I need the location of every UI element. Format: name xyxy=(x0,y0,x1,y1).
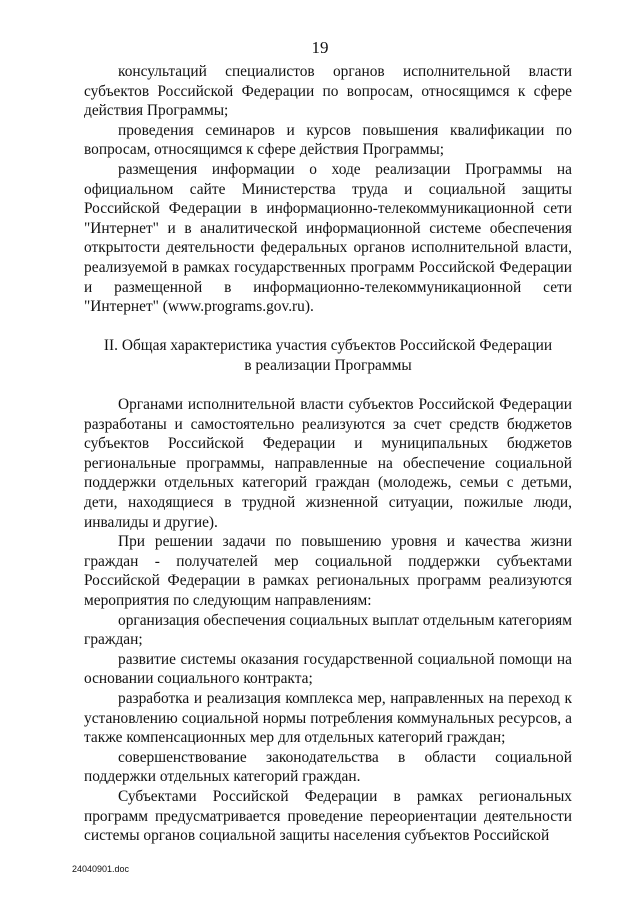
spacer xyxy=(84,317,572,337)
list-item: совершенствование законодательства в области социальной поддержки отдельных категорий граждан. xyxy=(84,748,572,786)
page-number: 19 xyxy=(311,38,329,57)
paragraph: Органами исполнительной власти субъектов Российской Федерации разработаны и самостоятельно реализуются за счет средств бюджетов субъектов Российской Федерации и муниципальных бюджетов региональные программы, направленные на обеспечение социальной поддержки отдельных категорий граждан (молодежь, семьи с детьми, дети, находящиеся в трудной жизненной ситуации, пожилые люди, инвалиды и другие). xyxy=(84,396,572,531)
section-heading-line: II. Общая характеристика участия субъектов Российской Федерации xyxy=(103,337,553,355)
document-body xyxy=(84,62,572,846)
spacer xyxy=(84,376,572,396)
document-id: 24040901.doc xyxy=(72,864,130,874)
paragraph: размещения информации о ходе реализации Программы на официальном сайте Министерства труда и социальной защиты Российской Федерации в информационно-телекоммуникационной сети "Интернет" и в аналитической информационной системе обеспечения открытости деятельности федеральных органов исполнительной власти, реализуемой в рамках государственных программ Российской Федерации и размещенной в информационно-телекоммуникационной сети "Интернет" (www.programs.gov.ru). xyxy=(84,160,572,316)
section-heading xyxy=(84,336,572,375)
paragraph: Субъектами Российской Федерации в рамках региональных программ предусматривается проведение переориентации деятельности системы органов социальной защиты населения субъектов Российской xyxy=(84,787,572,845)
paragraph: проведения семинаров и курсов повышения квалификации по вопросам, относящимся к сфере действия Программы; xyxy=(84,121,572,159)
list-item: организация обеспечения социальных выплат отдельным категориям граждан; xyxy=(84,611,572,649)
section-heading-line: в реализации Программы xyxy=(244,356,412,374)
paragraph: При решении задачи по повышению уровня и качества жизни граждан - получателей мер социальной поддержки субъектами Российской Федерации в рамках региональных программ реализуются мероприятия по следующим направлениям: xyxy=(84,533,572,610)
list-item: развитие системы оказания государственной социальной помощи на основании социального контракта; xyxy=(84,650,572,688)
paragraph: консультаций специалистов органов исполнительной власти субъектов Российской Федерации по вопросам, относящимся к сфере действия Программы; xyxy=(84,63,572,120)
list-item: разработка и реализация комплекса мер, направленных на переход к установлению социальной нормы потребления коммунальных ресурсов, а также компенсационных мер для отдельных категорий граждан; xyxy=(84,690,572,747)
